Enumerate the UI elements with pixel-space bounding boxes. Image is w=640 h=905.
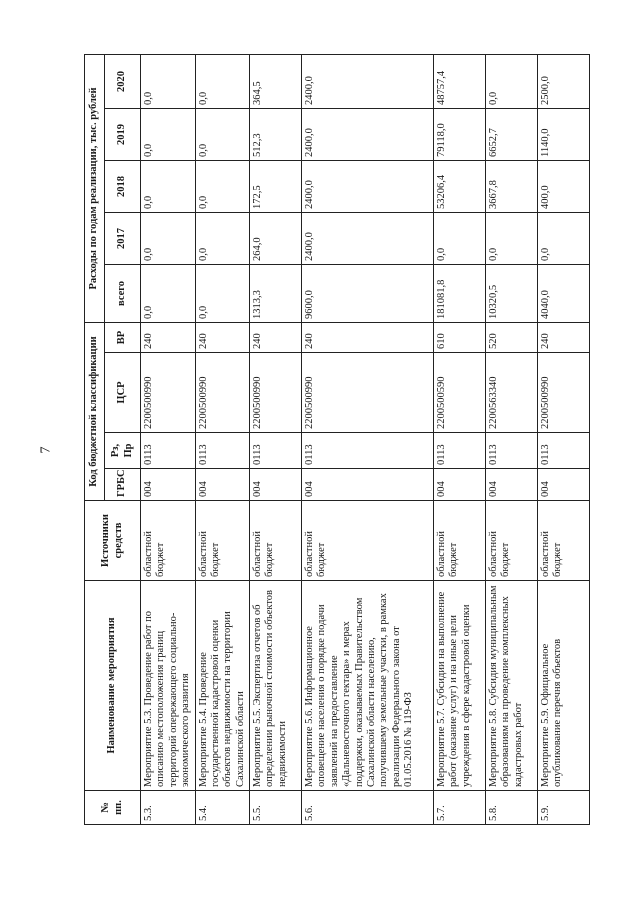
- row-csr: 2200500990: [141, 353, 196, 433]
- row-2020: 48757,4: [434, 54, 486, 108]
- row-rzpr: 0113: [434, 433, 486, 469]
- row-2018: 172,5: [250, 160, 302, 212]
- row-source: областной бюджет: [141, 501, 196, 581]
- row-grbs: 004: [195, 469, 250, 501]
- row-rzpr: 0113: [141, 433, 196, 469]
- row-source: областной бюджет: [302, 501, 434, 581]
- row-vr: 610: [434, 322, 486, 352]
- header-name: Наименование мероприятия: [85, 581, 141, 791]
- header-2017: 2017: [105, 212, 141, 264]
- row-vr: 240: [195, 322, 250, 352]
- table-row: [195, 54, 250, 824]
- row-total: 0,0: [141, 264, 196, 322]
- row-grbs: 004: [538, 469, 590, 501]
- row-num: 5.6.: [302, 791, 434, 825]
- header-2020: 2020: [105, 54, 141, 108]
- row-csr: 2200500990: [250, 353, 302, 433]
- row-name: Мероприятие 5.5. Экспертиза отчетов об определении рыночной стоимости объектов недвижимости: [250, 581, 302, 791]
- header-expenses: Расходы по годам реализации, тыс. рублей: [85, 54, 105, 322]
- header-total: всего: [105, 264, 141, 322]
- row-source: областной бюджет: [486, 501, 538, 581]
- header-vr: ВР: [105, 322, 141, 352]
- row-2018: 2400,0: [302, 160, 434, 212]
- header-2019: 2019: [105, 108, 141, 160]
- header-2018: 2018: [105, 160, 141, 212]
- row-2019: 0,0: [195, 108, 250, 160]
- row-num: 5.4.: [195, 791, 250, 825]
- row-vr: 240: [141, 322, 196, 352]
- row-total: 9600,0: [302, 264, 434, 322]
- row-csr: 2200563340: [486, 353, 538, 433]
- row-csr: 2200500990: [302, 353, 434, 433]
- row-source: областной бюджет: [538, 501, 590, 581]
- table-row: [302, 54, 434, 824]
- row-grbs: 004: [302, 469, 434, 501]
- row-csr: 2200500990: [538, 353, 590, 433]
- table-row: [434, 54, 486, 824]
- row-2019: 1140,0: [538, 108, 590, 160]
- row-2019: 512,3: [250, 108, 302, 160]
- row-name: Мероприятие 5.7. Субсидии на выполнение работ (оказание услуг) и на иные цели учреждения в сфере кадастровой оценки: [434, 581, 486, 791]
- row-csr: 2200500590: [434, 353, 486, 433]
- row-2017: 0,0: [538, 212, 590, 264]
- row-vr: 240: [250, 322, 302, 352]
- row-num: 5.8.: [486, 791, 538, 825]
- header-source: Источники средств: [85, 501, 141, 581]
- row-2018: 400,0: [538, 160, 590, 212]
- row-total: 10320,5: [486, 264, 538, 322]
- header-num: № пп.: [85, 791, 141, 825]
- row-2017: 0,0: [141, 212, 196, 264]
- row-2019: 79118,0: [434, 108, 486, 160]
- row-rzpr: 0113: [250, 433, 302, 469]
- budget-table: [84, 54, 590, 825]
- table-row: [538, 54, 590, 824]
- row-name: Мероприятие 5.4. Проведение государственной кадастровой оценки объектов недвижимости на территории Сахалинской области: [195, 581, 250, 791]
- row-2019: 0,0: [141, 108, 196, 160]
- row-2020: 364,5: [250, 54, 302, 108]
- row-2017: 264,0: [250, 212, 302, 264]
- row-2018: 53206,4: [434, 160, 486, 212]
- row-rzpr: 0113: [486, 433, 538, 469]
- header-csr: ЦСР: [105, 353, 141, 433]
- row-source: областной бюджет: [250, 501, 302, 581]
- row-2017: 2400,0: [302, 212, 434, 264]
- row-vr: 240: [302, 322, 434, 352]
- budget-table-rotated: [84, 55, 604, 825]
- row-vr: 520: [486, 322, 538, 352]
- row-csr: 2200500990: [195, 353, 250, 433]
- row-name: Мероприятие 5.8. Субсидия муниципальным образованиям на проведение комплексных кадастровых работ: [486, 581, 538, 791]
- row-grbs: 004: [250, 469, 302, 501]
- row-2020: 0,0: [486, 54, 538, 108]
- row-2020: 0,0: [141, 54, 196, 108]
- row-vr: 240: [538, 322, 590, 352]
- row-2020: 0,0: [195, 54, 250, 108]
- header-rzpr: Рз, Пр: [105, 433, 141, 469]
- header-grbs: ГРБС: [105, 469, 141, 501]
- table-row: [141, 54, 196, 824]
- row-rzpr: 0113: [538, 433, 590, 469]
- row-total: 181081,8: [434, 264, 486, 322]
- row-source: областной бюджет: [434, 501, 486, 581]
- row-grbs: 004: [141, 469, 196, 501]
- table-row: [486, 54, 538, 824]
- row-num: 5.9.: [538, 791, 590, 825]
- row-total: 1313,3: [250, 264, 302, 322]
- row-num: 5.7.: [434, 791, 486, 825]
- row-name: Мероприятие 5.9. Официальное опубликование перечня объектов: [538, 581, 590, 791]
- row-source: областной бюджет: [195, 501, 250, 581]
- row-total: 4040,0: [538, 264, 590, 322]
- row-2019: 6652,7: [486, 108, 538, 160]
- row-total: 0,0: [195, 264, 250, 322]
- row-num: 5.5.: [250, 791, 302, 825]
- row-2017: 0,0: [195, 212, 250, 264]
- row-2018: 0,0: [195, 160, 250, 212]
- row-grbs: 004: [486, 469, 538, 501]
- row-2020: 2400,0: [302, 54, 434, 108]
- row-name: Мероприятие 5.6. Информационное оповещение населения о порядке подачи заявлений на предоставление «Дальневосточного гектара» и мерах поддержки, оказываемых Правительством Сахалинской области населению, получившему земельные участки, в рамках реализации Федерального закона от 01.05.2016 № 119-ФЗ: [302, 581, 434, 791]
- row-grbs: 004: [434, 469, 486, 501]
- row-name: Мероприятие 5.3. Проведение работ по описанию местоположения границ территорий опережающего социально-экономического развития: [141, 581, 196, 791]
- row-2018: 0,0: [141, 160, 196, 212]
- table-row: [250, 54, 302, 824]
- row-2018: 3667,8: [486, 160, 538, 212]
- row-rzpr: 0113: [195, 433, 250, 469]
- row-num: 5.3.: [141, 791, 196, 825]
- row-2020: 2500,0: [538, 54, 590, 108]
- row-2017: 0,0: [434, 212, 486, 264]
- row-2019: 2400,0: [302, 108, 434, 160]
- header-budget-code: Код бюджетной классификации: [85, 322, 105, 500]
- page-number: 7: [38, 446, 54, 454]
- row-rzpr: 0113: [302, 433, 434, 469]
- row-2017: 0,0: [486, 212, 538, 264]
